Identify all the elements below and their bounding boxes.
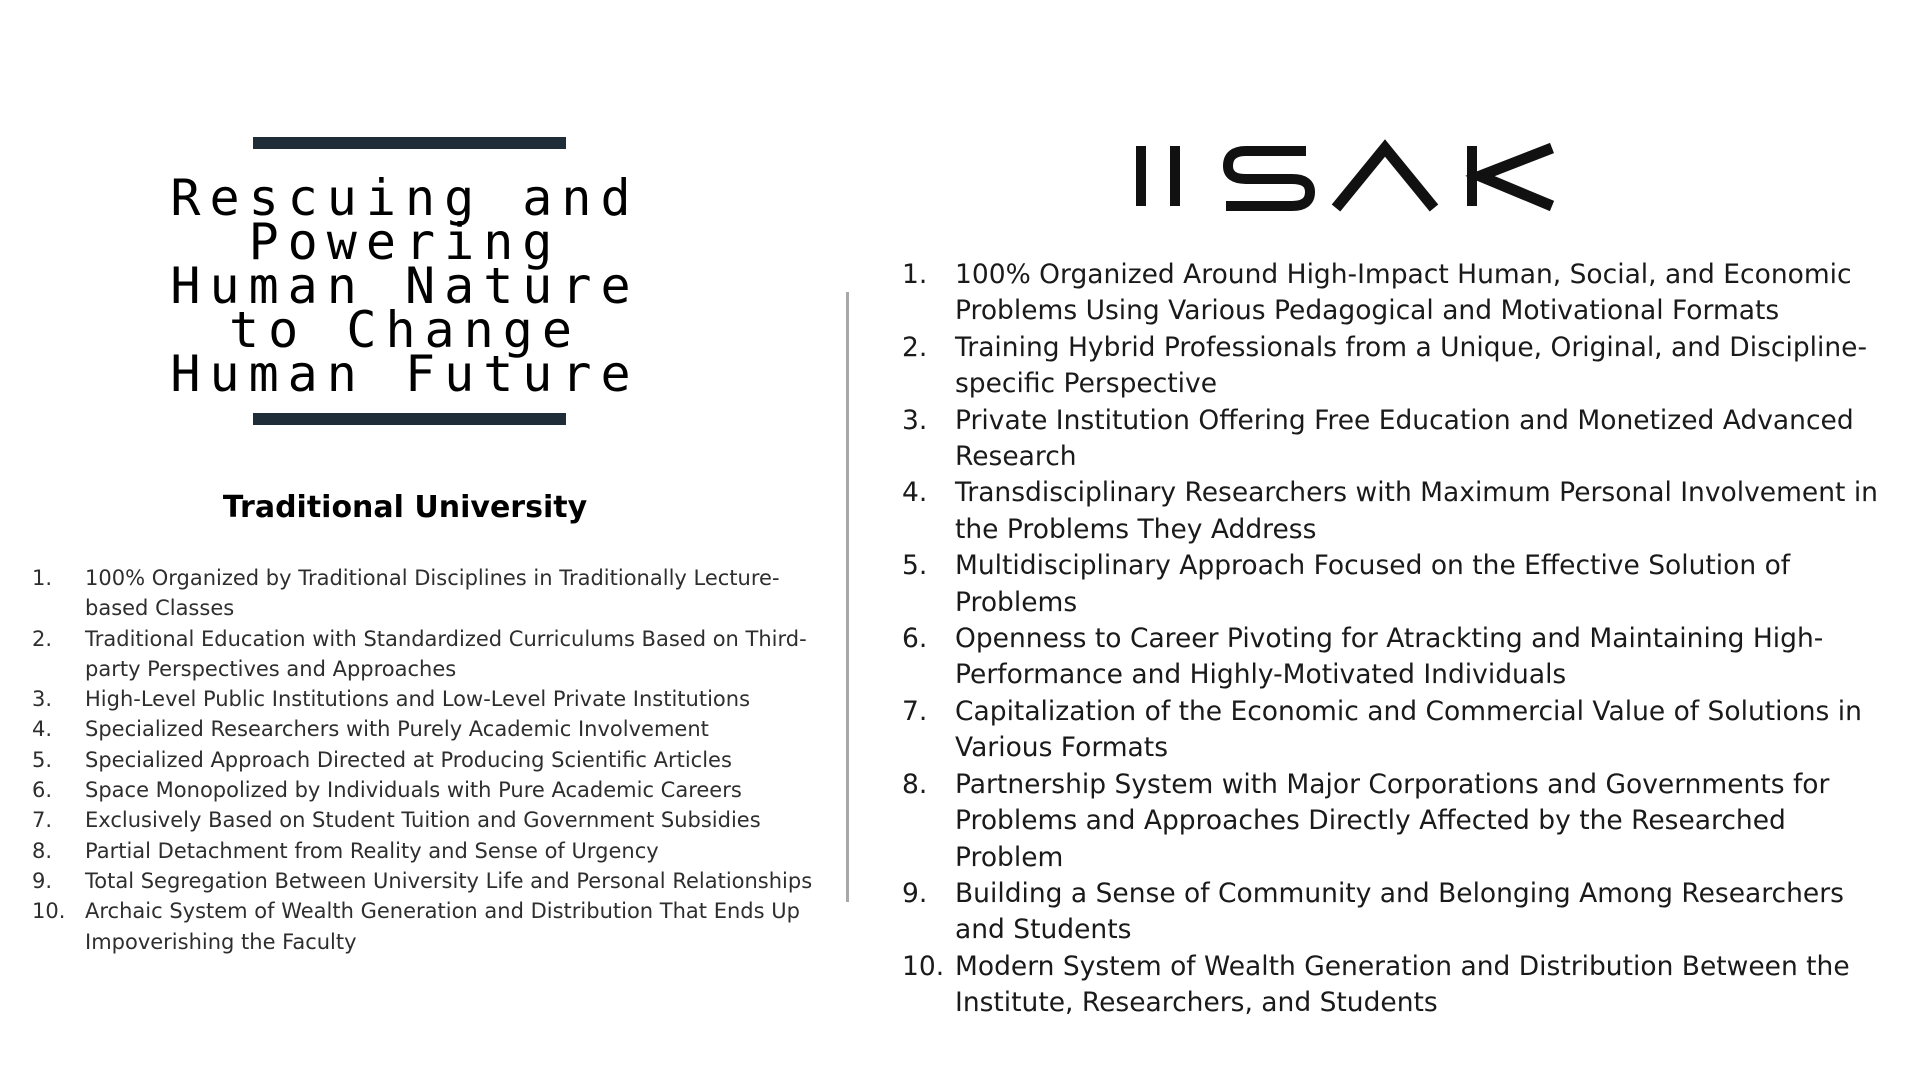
item-number: 10. <box>902 950 945 982</box>
item-number: 9. <box>902 877 928 909</box>
item-text: Transdisciplinary Researchers with Maximum Personal Involvement in the Problems They Address <box>955 477 1878 545</box>
list-item <box>902 257 1902 330</box>
bottom-accent-bar <box>253 413 566 425</box>
item-number: 7. <box>902 695 928 727</box>
tagline <box>80 169 730 403</box>
item-number: 10. <box>32 899 66 924</box>
list-item <box>32 714 822 744</box>
item-number: 5. <box>32 747 53 772</box>
list-item <box>902 548 1902 621</box>
item-number: 8. <box>902 768 928 800</box>
item-text: Total Segregation Between University Life and Personal Relationships <box>85 868 813 893</box>
list-item <box>902 876 1902 949</box>
list-item <box>32 805 822 835</box>
item-text: Building a Sense of Community and Belonging Among Researchers and Students <box>955 877 1844 946</box>
list-item <box>902 621 1902 694</box>
top-accent-bar <box>253 137 566 149</box>
list-item <box>902 767 1902 876</box>
list-item <box>32 624 822 685</box>
item-text: Specialized Approach Directed at Producing Scientific Articles <box>85 747 732 772</box>
item-number: 7. <box>32 808 53 833</box>
vertical-divider <box>846 292 849 902</box>
logo-letter-a <box>1336 148 1434 208</box>
list-item <box>32 684 822 714</box>
item-text: Traditional Education with Standardized Curriculums Based on Third-party Perspectives and Approaches <box>85 626 807 681</box>
logo-letter-k <box>1480 148 1552 206</box>
item-number: 2. <box>902 331 928 363</box>
list-item <box>902 330 1902 403</box>
item-text: Multidisciplinary Approach Focused on the Effective Solution of Problems <box>955 550 1791 618</box>
traditional-university-title: Traditional University <box>222 490 588 525</box>
tagline-line: Human Future <box>170 345 640 403</box>
tagline-line: to Change <box>229 301 581 359</box>
item-text: Partnership System with Major Corporations and Governments for Problems and Approaches Directly Affected by the Researched Problem <box>955 768 1830 873</box>
item-number: 6. <box>902 623 928 655</box>
traditional-university-list <box>32 563 822 957</box>
item-text: Specialized Researchers with Purely Academic Involvement <box>85 717 709 742</box>
tagline-line: Powering <box>248 213 562 271</box>
tagline-line: Rescuing and <box>170 169 640 227</box>
logo-letter-i <box>1136 146 1146 206</box>
item-text: Partial Detachment from Reality and Sense of Urgency <box>85 838 659 863</box>
iisak-logo <box>1100 136 1620 216</box>
item-text: Space Monopolized by Individuals with Pure Academic Careers <box>85 778 742 803</box>
iisak-list <box>902 257 1902 1022</box>
item-text: Private Institution Offering Free Education and Monetized Advanced Research <box>955 404 1854 473</box>
list-item <box>32 563 822 624</box>
item-number: 9. <box>32 868 53 893</box>
tagline-line: Human Nature <box>170 257 640 315</box>
item-text: Capitalization of the Economic and Commercial Value of Solutions in Various Formats <box>955 695 1862 764</box>
logo-letter-i <box>1170 146 1180 206</box>
list-item <box>902 949 1902 1022</box>
item-number: 6. <box>32 778 53 803</box>
list-item <box>902 694 1902 767</box>
list-item <box>32 866 822 896</box>
list-item <box>32 775 822 805</box>
item-text: Training Hybrid Professionals from a Unique, Original, and Discipline-specific Perspective <box>955 331 1868 400</box>
item-number: 4. <box>902 477 928 509</box>
item-number: 5. <box>902 550 928 582</box>
item-number: 1. <box>902 259 928 290</box>
item-number: 8. <box>32 838 53 863</box>
item-text: Modern System of Wealth Generation and Distribution Between the Institute, Researchers, and Students <box>955 950 1850 1019</box>
item-text: Archaic System of Wealth Generation and Distribution That Ends Up Impoverishing the Faculty <box>85 899 800 954</box>
list-item <box>32 836 822 866</box>
logo-letter-s <box>1226 151 1310 206</box>
item-number: 2. <box>32 626 53 651</box>
item-text: Exclusively Based on Student Tuition and Government Subsidies <box>85 808 761 833</box>
item-number: 3. <box>902 404 928 436</box>
list-item <box>32 745 822 775</box>
item-text: Openness to Career Pivoting for Atrackting and Maintaining High-Performance and Highly-Motivated Individuals <box>955 623 1824 691</box>
item-text: 100% Organized by Traditional Disciplines in Traditionally Lecture-based Classes <box>85 566 780 621</box>
item-number: 4. <box>32 717 53 742</box>
list-item <box>902 403 1902 476</box>
item-number: 3. <box>32 687 53 712</box>
list-item <box>32 896 822 957</box>
item-text: High-Level Public Institutions and Low-Level Private Institutions <box>85 687 751 712</box>
item-text: 100% Organized Around High-Impact Human, Social, and Economic Problems Using Various Pedagogical and Motivational Formats <box>955 259 1852 327</box>
list-item <box>902 475 1902 548</box>
item-number: 1. <box>32 566 53 590</box>
